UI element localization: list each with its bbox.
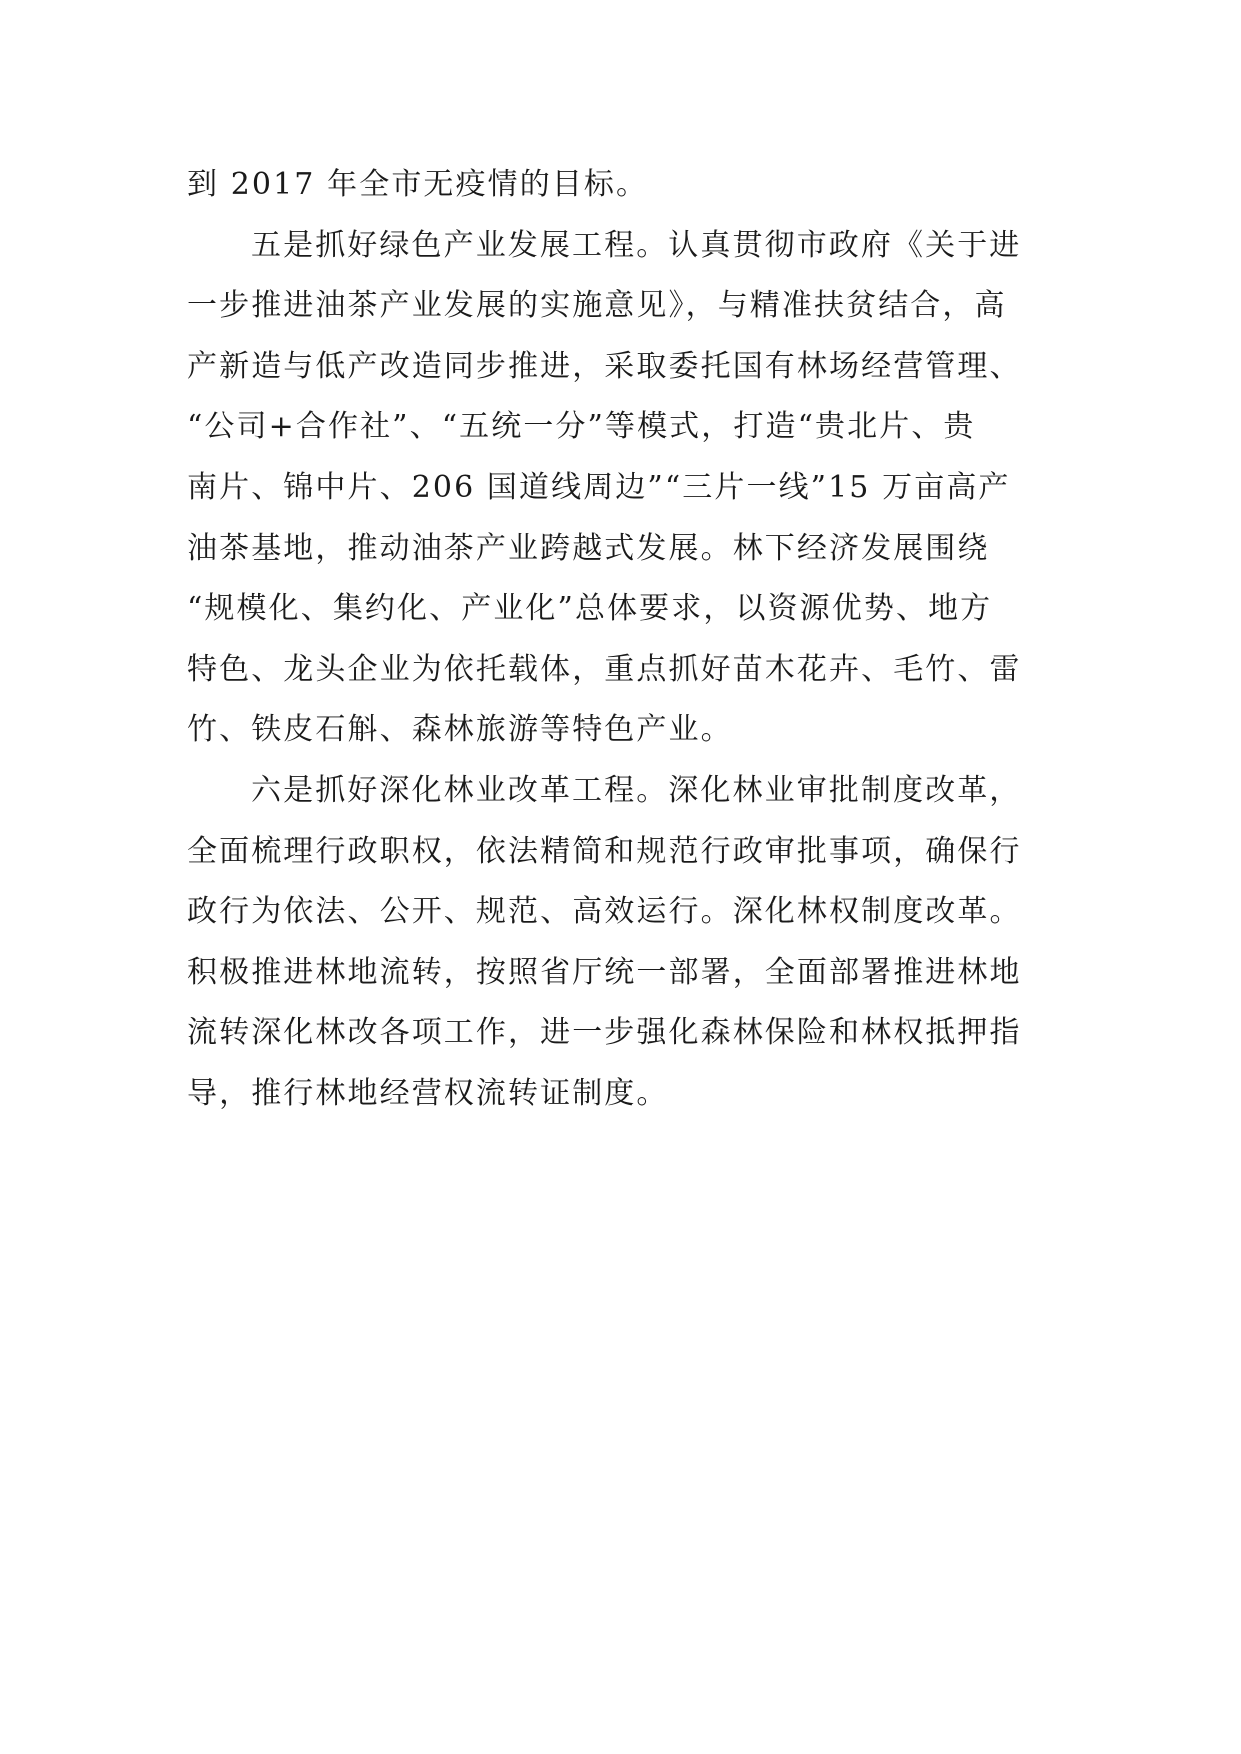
text-line: “公司+合作社”、“五统一分”等模式，打造“贵北片、贵 (187, 409, 976, 445)
text-line: 到 2017 年全市无疫情的目标。 (187, 167, 649, 202)
text-line: 产新造与低产改造同步推进，采取委托国有林场经营管理、 (187, 348, 1022, 384)
text-line: 导，推行林地经营权流转证制度。 (187, 1075, 669, 1111)
body-text (187, 155, 1067, 1125)
text-line: 一步推进油茶产业发展的实施意见》，与精准扶贫结合，高 (187, 288, 1007, 324)
text-line: 积极推进林地流转，按照省厅统一部署，全面部署推进林地 (187, 954, 1022, 990)
text-line: 油茶基地，推动油茶产业跨越式发展。林下经济发展围绕 (187, 530, 990, 566)
text-line: 政行为依法、公开、规范、高效运行。深化林权制度改革。 (187, 894, 1022, 930)
text-line: 南片、锦中片、206 国道线周边”“三片一线”15 万亩高产 (187, 469, 1011, 505)
text-line: 流转深化林改各项工作，进一步强化森林保险和林权抵押指 (187, 1015, 1022, 1051)
text-line: “规模化、集约化、产业化”总体要求，以资源优势、地方 (187, 591, 993, 627)
paragraph-start-line: 五是抓好绿色产业发展工程。认真贯彻市政府《关于进 (251, 227, 1022, 263)
paragraph-start-line: 六是抓好深化林业改革工程。深化林业审批制度改革， (251, 772, 1022, 808)
text-line: 竹、铁皮石斛、森林旅游等特色产业。 (187, 712, 733, 748)
text-line: 特色、龙头企业为依托载体，重点抓好苗木花卉、毛竹、雷 (187, 651, 1022, 687)
text-line: 全面梳理行政职权，依法精简和规范行政审批事项，确保行 (187, 833, 1022, 869)
